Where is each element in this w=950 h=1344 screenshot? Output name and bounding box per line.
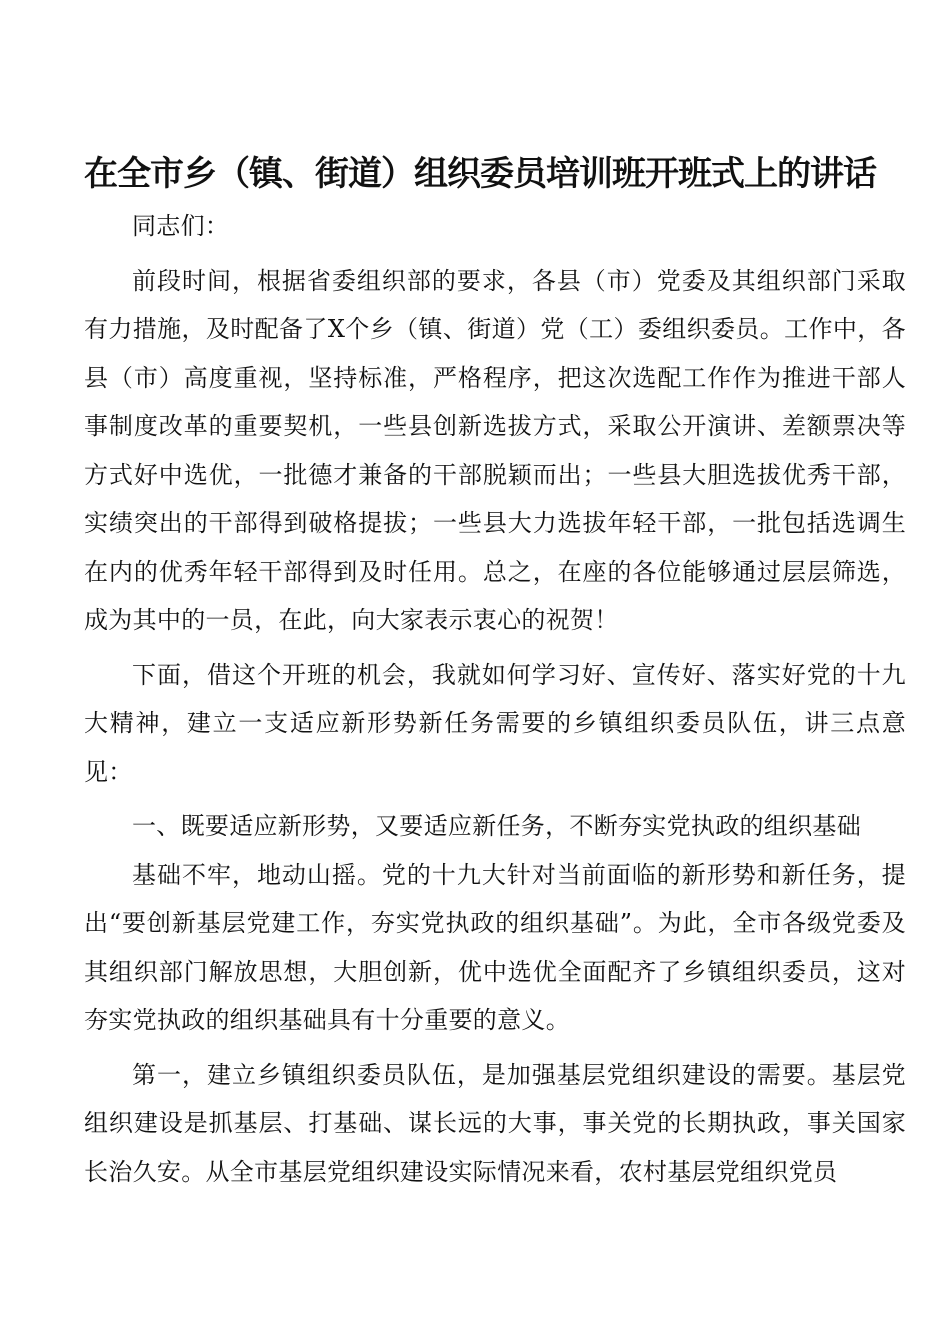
paragraph-intro: 前段时间，根据省委组织部的要求，各县（市）党委及其组织部门采取有力措施，及时配备了X个乡（镇、街道）党（工）委组织委员。工作中，各县（市）高度重视，坚持标准，严格程序，把这次选配工作作为推进干部人事制度改革的重要契机，一些县创新选拔方式，采取公开演讲、差额票决等方式好中选优，一批德才兼备的干部脱颖而出；一些县大胆选拔优秀干部，实绩突出的干部得到破格提拔；一些县大力选拔年轻干部，一批包括选调生在内的优秀年轻干部得到及时任用。总之，在座的各位能够通过层层筛选，成为其中的一员，在此，向大家表示衷心的祝贺！ <box>84 266 906 634</box>
paragraph-first-point: 第一，建立乡镇组织委员队伍，是加强基层党组织建设的需要。基层党组织建设是抓基层、打基础、谋长远的大事，事关党的长期执政，事关国家长治久安。从全市基层党组织建设实际情况来看，农村基层党组织党员 <box>84 1060 906 1186</box>
document-title: 在全市乡（镇、街道）组织委员培训班开班式上的讲话 <box>84 154 876 194</box>
document-page <box>84 148 906 1196</box>
salutation: 同志们： <box>132 212 230 240</box>
paragraph-foundation: 基础不牢，地动山摇。党的十九大针对当前面临的新形势和新任务，提出“要创新基层党建工作，夯实党执政的组织基础”。为此，全市各级党委及其组织部门解放思想，大胆创新，优中选优全面配齐了乡镇组织委员，这对夯实党执政的组织基础具有十分重要的意义。 <box>84 860 906 1034</box>
paragraph-outline: 下面，借这个开班的机会，我就如何学习好、宣传好、落实好党的十九大精神，建立一支适应新形势新任务需要的乡镇组织委员队伍，讲三点意见： <box>84 660 906 786</box>
section-heading-1: 一、既要适应新形势，又要适应新任务，不断夯实党执政的组织基础 <box>132 812 861 840</box>
